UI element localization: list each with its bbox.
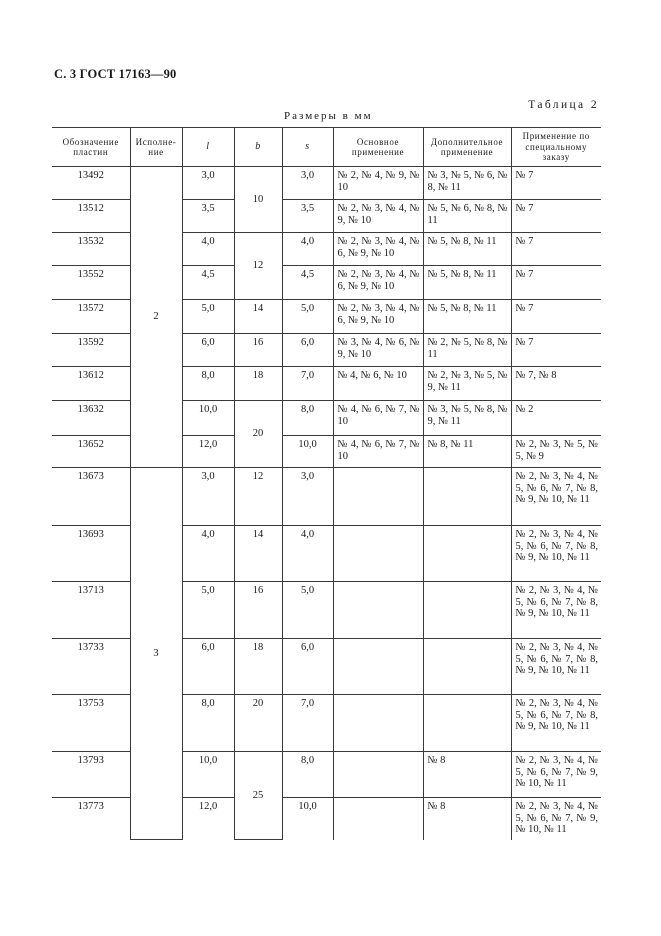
extra-use: № 8 (423, 798, 511, 840)
l-value: 5,0 (182, 300, 234, 334)
b-value: 25 (234, 752, 282, 840)
extra-use: № 5, № 8, № 11 (423, 266, 511, 300)
main-use (333, 695, 423, 752)
col-header-main-use: Основное применение (333, 128, 423, 167)
b-value: 10 (234, 167, 282, 233)
extra-use: № 2, № 5, № 8, № 11 (423, 334, 511, 367)
b-value: 20 (234, 401, 282, 468)
special-order: № 2, № 3, № 4, № 5, № 6, № 7, № 8, № 9, № 10, № 11 (511, 526, 601, 582)
plate-code: 13773 (52, 798, 130, 840)
extra-use (423, 582, 511, 639)
extra-use (423, 639, 511, 695)
plate-code: 13652 (52, 436, 130, 468)
s-value: 7,0 (282, 367, 333, 401)
special-order: № 7 (511, 200, 601, 233)
extra-use: № 8 (423, 752, 511, 798)
plate-code: 13713 (52, 582, 130, 639)
main-use: № 4, № 6, № 10 (333, 367, 423, 401)
col-header-b: b (234, 128, 282, 167)
l-value: 8,0 (182, 367, 234, 401)
l-value: 4,0 (182, 526, 234, 582)
special-order: № 2, № 3, № 4, № 5, № 6, № 7, № 9, № 10, № 11 (511, 752, 601, 798)
s-value: 4,5 (282, 266, 333, 300)
dimensions-table (52, 127, 601, 840)
extra-use: № 5, № 8, № 11 (423, 300, 511, 334)
special-order: № 2, № 3, № 5, № 5, № 9 (511, 436, 601, 468)
special-order: № 2 (511, 401, 601, 436)
main-use: № 2, № 3, № 4, № 9, № 10 (333, 200, 423, 233)
l-value: 10,0 (182, 752, 234, 798)
plate-code: 13512 (52, 200, 130, 233)
main-use: № 3, № 4, № 6, № 9, № 10 (333, 334, 423, 367)
plate-code: 13492 (52, 167, 130, 200)
s-value: 5,0 (282, 582, 333, 639)
s-value: 3,0 (282, 468, 333, 526)
b-value: 12 (234, 468, 282, 526)
main-use: № 2, № 3, № 4, № 6, № 9, № 10 (333, 266, 423, 300)
l-value: 3,5 (182, 200, 234, 233)
s-value: 6,0 (282, 334, 333, 367)
variant-cell: 3 (130, 468, 182, 840)
main-use: № 4, № 6, № 7, № 10 (333, 436, 423, 468)
b-value: 12 (234, 233, 282, 300)
b-value: 16 (234, 334, 282, 367)
extra-use (423, 695, 511, 752)
s-value: 4,0 (282, 233, 333, 266)
plate-code: 13572 (52, 300, 130, 334)
main-use (333, 582, 423, 639)
main-use: № 2, № 3, № 4, № 6, № 9, № 10 (333, 300, 423, 334)
extra-use: № 8, № 11 (423, 436, 511, 468)
b-value: 14 (234, 300, 282, 334)
special-order: № 7 (511, 266, 601, 300)
col-header-l: l (182, 128, 234, 167)
col-header-variant: Исполне-ние (130, 128, 182, 167)
s-value: 3,5 (282, 200, 333, 233)
s-value: 5,0 (282, 300, 333, 334)
b-value: 20 (234, 695, 282, 752)
units-label: Размеры в мм (284, 110, 373, 122)
plate-code: 13632 (52, 401, 130, 436)
table-body (52, 167, 601, 840)
s-value: 7,0 (282, 695, 333, 752)
main-use (333, 639, 423, 695)
special-order: № 7 (511, 334, 601, 367)
l-value: 6,0 (182, 639, 234, 695)
l-value: 10,0 (182, 401, 234, 436)
plate-code: 13552 (52, 266, 130, 300)
extra-use (423, 468, 511, 526)
plate-code: 13673 (52, 468, 130, 526)
plate-code: 13532 (52, 233, 130, 266)
table-header-row (52, 128, 601, 167)
table-label: Таблица 2 (528, 99, 599, 111)
s-value: 6,0 (282, 639, 333, 695)
extra-use: № 3, № 5, № 8, № 9, № 11 (423, 401, 511, 436)
extra-use (423, 526, 511, 582)
plate-code: 13733 (52, 639, 130, 695)
l-value: 4,0 (182, 233, 234, 266)
variant-cell: 2 (130, 167, 182, 468)
table-row (52, 468, 601, 526)
s-value: 10,0 (282, 436, 333, 468)
special-order: № 2, № 3, № 4, № 5, № 6, № 7, № 8, № 9, № 10, № 11 (511, 639, 601, 695)
extra-use: № 3, № 5, № 6, № 8, № 11 (423, 167, 511, 200)
special-order: № 2, № 3, № 4, № 5, № 6, № 7, № 8, № 9, № 10, № 11 (511, 695, 601, 752)
extra-use: № 2, № 3, № 5, № 9, № 11 (423, 367, 511, 401)
b-value: 16 (234, 582, 282, 639)
main-use (333, 468, 423, 526)
special-order: № 7 (511, 300, 601, 334)
special-order: № 2, № 3, № 4, № 5, № 6, № 7, № 9, № 10, № 11 (511, 798, 601, 840)
s-value: 8,0 (282, 401, 333, 436)
special-order: № 7 (511, 167, 601, 200)
extra-use: № 5, № 8, № 11 (423, 233, 511, 266)
plate-code: 13693 (52, 526, 130, 582)
s-value: 3,0 (282, 167, 333, 200)
plate-code: 13793 (52, 752, 130, 798)
page-header: С. 3 ГОСТ 17163—90 (54, 67, 177, 81)
s-value: 10,0 (282, 798, 333, 840)
plate-code: 13592 (52, 334, 130, 367)
plate-code: 13753 (52, 695, 130, 752)
main-use (333, 798, 423, 840)
special-order: № 2, № 3, № 4, № 5, № 6, № 7, № 8, № 9, № 10, № 11 (511, 468, 601, 526)
table-row (52, 167, 601, 200)
special-order: № 2, № 3, № 4, № 5, № 6, № 7, № 8, № 9, № 10, № 11 (511, 582, 601, 639)
col-header-special-order: Применение по специальному заказу (511, 128, 601, 167)
main-use: № 2, № 4, № 9, № 10 (333, 167, 423, 200)
special-order: № 7, № 8 (511, 367, 601, 401)
b-value: 14 (234, 526, 282, 582)
col-header-extra-use: Дополнительное применение (423, 128, 511, 167)
s-value: 4,0 (282, 526, 333, 582)
col-header-s: s (282, 128, 333, 167)
main-use: № 4, № 6, № 7, № 10 (333, 401, 423, 436)
extra-use: № 5, № 6, № 8, № 11 (423, 200, 511, 233)
b-value: 18 (234, 639, 282, 695)
l-value: 6,0 (182, 334, 234, 367)
l-value: 12,0 (182, 436, 234, 468)
l-value: 3,0 (182, 468, 234, 526)
main-use: № 2, № 3, № 4, № 6, № 9, № 10 (333, 233, 423, 266)
l-value: 4,5 (182, 266, 234, 300)
special-order: № 7 (511, 233, 601, 266)
s-value: 8,0 (282, 752, 333, 798)
l-value: 5,0 (182, 582, 234, 639)
l-value: 3,0 (182, 167, 234, 200)
main-use (333, 526, 423, 582)
main-use (333, 752, 423, 798)
l-value: 8,0 (182, 695, 234, 752)
l-value: 12,0 (182, 798, 234, 840)
col-header-code: Обозначение пластин (52, 128, 130, 167)
b-value: 18 (234, 367, 282, 401)
plate-code: 13612 (52, 367, 130, 401)
